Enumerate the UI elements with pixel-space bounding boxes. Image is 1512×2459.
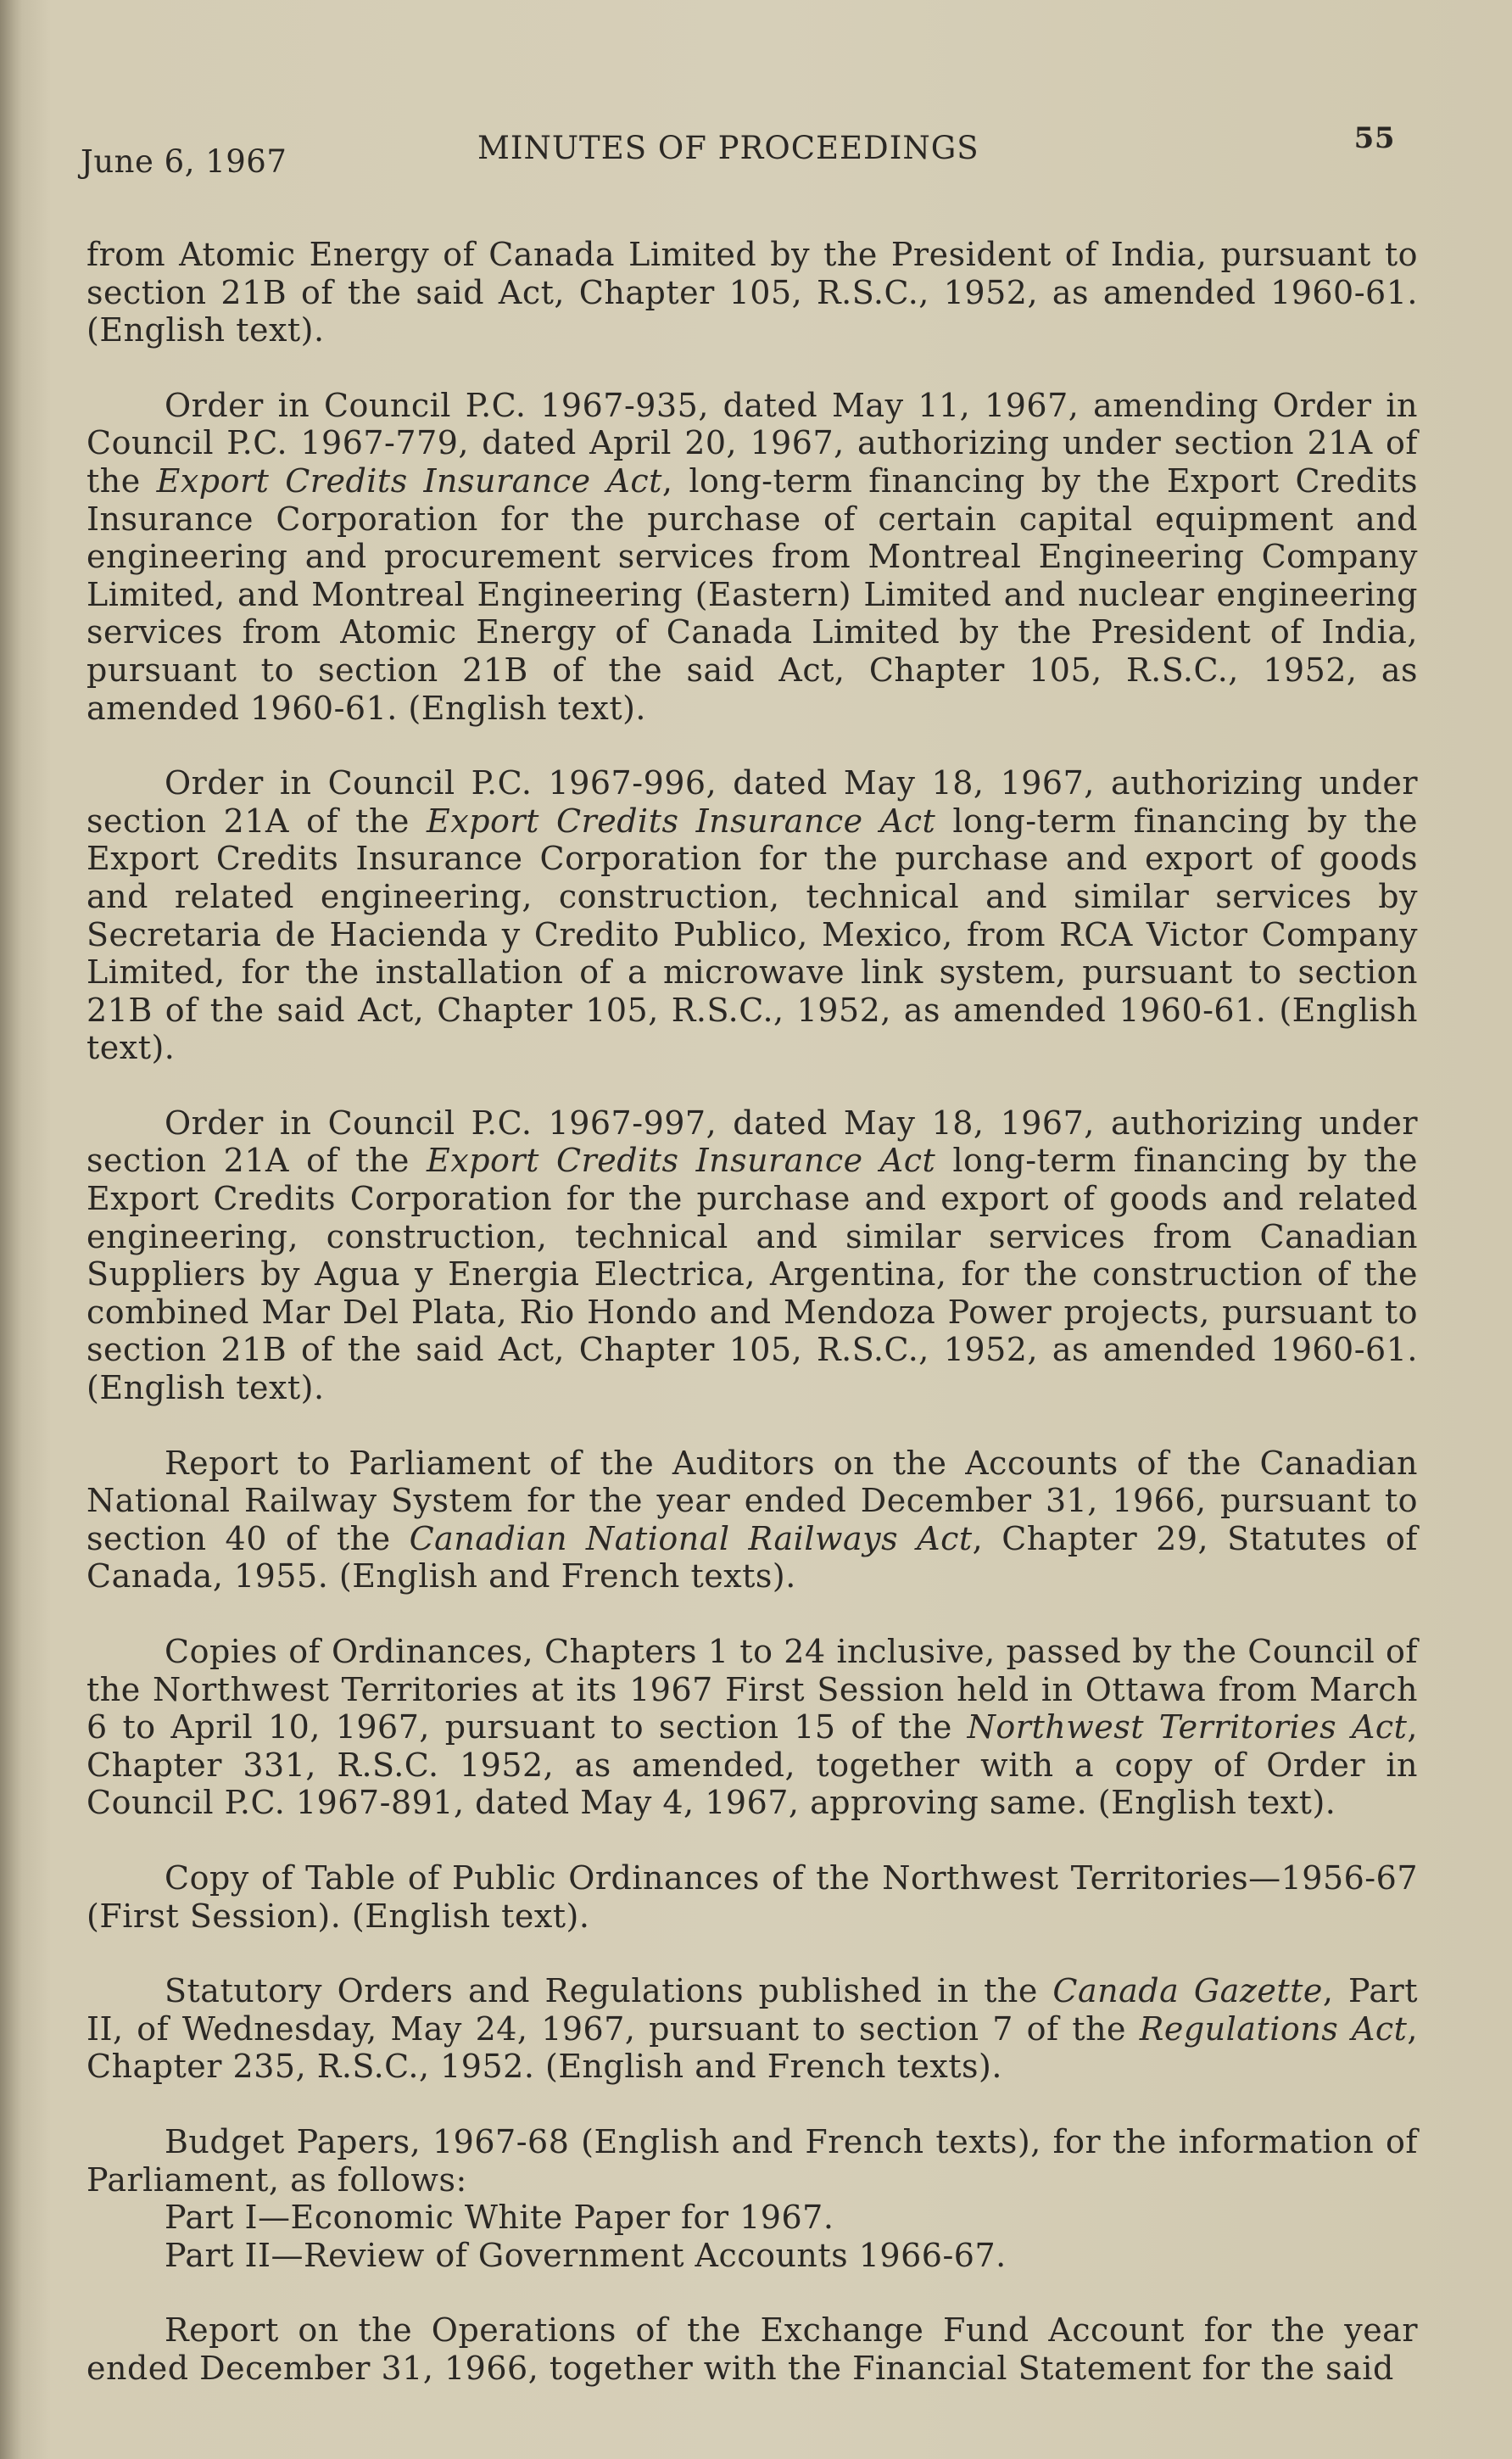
paragraph-budget-papers: Budget Papers, 1967-68 (English and French texts), for the information of Parliament, as follows: (86, 2122, 1418, 2199)
act-title: Export Credits Insurance Act (427, 1142, 936, 1180)
header-date: June 6, 1967 (81, 143, 287, 180)
paragraph-ordinances: Copies of Ordinances, Chapters 1 to 24 inclusive, passed by the Council of the Northwest Territories at its 1967 First Session held in Ottawa from March 6 to April 10, 1967, pursuant to section 15 of the Northwest Territories Act, Chapter 331, R.S.C. 1952, as amended, together with a copy of Order in Council P.C. 1967-891, dated May 4, 1967, approving same. (English text). (86, 1633, 1418, 1822)
paragraph-exchange-fund: Report on the Operations of the Exchange Fund Account for the year ended December 31, 1966, together with the Financial Statement for the said (86, 2311, 1418, 2387)
paragraph-auditors-report: Report to Parliament of the Auditors on the Accounts of the Canadian National Railway System for the year ended December 31, 1966, pursuant to section 40 of the Canadian National Railways Act, Chapter 29, Statutes of Canada, 1955. (English and French texts). (86, 1444, 1418, 1596)
paragraph-continuation: from Atomic Energy of Canada Limited by the President of India, pursuant to section 21B of the said Act, Chapter 105, R.S.C., 1952, as amended 1960-61. (English text). (86, 236, 1418, 349)
page-number: 55 (1353, 121, 1395, 155)
paragraph-table-of-ordinances: Copy of Table of Public Ordinances of the Northwest Territories—1956-67 (First Session). (English text). (86, 1858, 1418, 1935)
list-item: Part II—Review of Government Accounts 1966-67. (165, 2236, 1007, 2274)
page-header (81, 121, 1412, 180)
act-title: Regulations Act (1139, 2009, 1408, 2048)
act-title: Northwest Territories Act (967, 1708, 1408, 1746)
act-title: Export Credits Insurance Act (156, 461, 662, 500)
act-title: Canadian National Railways Act (409, 1519, 973, 1557)
paragraph-statutory-orders: Statutory Orders and Regulations published in the Canada Gazette, Part II, of Wednesday, May 24, 1967, pursuant to section 7 of the Regulations Act, Chapter 235, R.S.C., 1952. (English and French texts). (86, 1972, 1419, 2086)
act-title: Export Credits Insurance Act (427, 802, 936, 840)
binding-shadow (0, 0, 22, 2459)
publication-title: Canada Gazette (1052, 1972, 1323, 2010)
page-body (86, 236, 1418, 2425)
header-title: MINUTES OF PROCEEDINGS (477, 130, 979, 166)
paragraph-order-pc-1967-997: Order in Council P.C. 1967-997, dated May 18, 1967, authorizing under section 21A of the Export Credits Insurance Act long-term financing by the Export Credits Corporation for the purchase and export of goods and related engineering, construction, technical and similar services from Canadian Suppliers by Agua y Energia Electrica, Argentina, for the construction of the combined Mar Del Plata, Rio Hondo and Mendoza Power projects, pursuant to section 21B of the said Act, Chapter 105, R.S.C., 1952, as amended 1960-61. (English text). (86, 1104, 1418, 1407)
paragraph-order-pc-1967-996: Order in Council P.C. 1967-996, dated May 18, 1967, authorizing under section 21A of the Export Credits Insurance Act long-term financing by the Export Credits Insurance Corporation for the purchase and export of goods and related engineering, construction, technical and similar services by Secretaria de Hacienda y Credito Publico, Mexico, from RCA Victor Company Limited, for the installation of a microwave link system, pursuant to section 21B of the said Act, Chapter 105, R.S.C., 1952, as amended 1960-61. (English text). (86, 764, 1418, 1067)
list-item: Part I—Economic White Paper for 1967. (165, 2199, 834, 2237)
paragraph-order-pc-1967-935: Order in Council P.C. 1967-935, dated May 11, 1967, amending Order in Council P.C. 1967-779, dated April 20, 1967, authorizing under section 21A of the Export Credits Insurance Act, long-term financing by the Export Credits Insurance Corporation for the purchase of certain capital equipment and engineering and procurement services from Montreal Engineering Company Limited, and Montreal Engineering (Eastern) Limited and nuclear engineering services from Atomic Energy of Canada Limited by the President of India, pursuant to section 21B of the said Act, Chapter 105, R.S.C., 1952, as amended 1960-61. (English text). (86, 386, 1419, 727)
